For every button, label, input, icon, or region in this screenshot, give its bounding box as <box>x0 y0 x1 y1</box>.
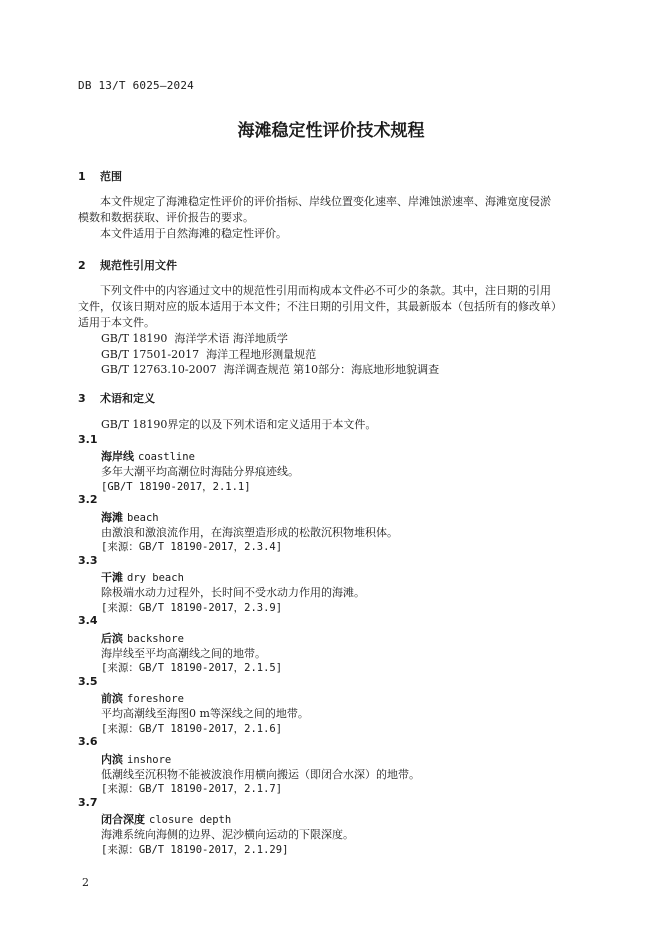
term-name: 内滨 inshore <box>101 753 172 766</box>
term-definition: 海岸线至平均高潮线之间的地带。 <box>101 647 266 660</box>
term-name: 干滩 dry beach <box>101 571 184 584</box>
reference-item: GB/T 17501-2017 海洋工程地形测量规范 <box>101 348 317 361</box>
paragraph: 下列文件中的内容通过文中的规范性引用而构成本文件必不可少的条款。其中，注日期的引用 <box>100 284 551 297</box>
term-number: 3.3 <box>78 554 98 567</box>
standard-code: DB 13/T 6025—2024 <box>78 79 194 92</box>
term-source: [来源：GB/T 18190-2017，2.1.5] <box>101 662 283 674</box>
term-name: 海滩 beach <box>101 511 159 524</box>
term-name: 闭合深度 closure depth <box>101 813 232 826</box>
section-number: 1 <box>78 170 86 183</box>
section-title: 规范性引用文件 <box>100 259 177 272</box>
paragraph-continuation: 文件，仅该日期对应的版本适用于本文件；不注日期的引用文件，其最新版本（包括所有的修改单） <box>78 300 562 313</box>
paragraph-continuation: 模数和数据获取、评价报告的要求。 <box>78 211 254 224</box>
term-number: 3.7 <box>78 796 98 809</box>
term-number: 3.6 <box>78 735 98 748</box>
term-number: 3.5 <box>78 675 98 688</box>
paragraph: 本文件规定了海滩稳定性评价的评价指标、岸线位置变化速率、岸滩蚀淤速率、海滩宽度侵淤 <box>100 195 551 208</box>
term-source: [GB/T 18190-2017，2.1.1] <box>101 481 251 493</box>
section-heading-scope <box>78 168 122 184</box>
reference-item: GB/T 12763.10-2007 海洋调查规范 第10部分：海底地形地貌调查 <box>101 363 440 376</box>
term-definition: 平均高潮线至海图0 m等深线之间的地带。 <box>101 707 309 720</box>
term-name: 后滨 backshore <box>101 632 184 645</box>
term-name: 海岸线 coastline <box>101 450 195 463</box>
section-title: 术语和定义 <box>100 392 155 405</box>
term-definition: 海滩系统向海侧的边界、泥沙横向运动的下限深度。 <box>101 828 354 841</box>
term-number: 3.4 <box>78 614 98 627</box>
paragraph: 本文件适用于自然海滩的稳定性评价。 <box>100 227 287 240</box>
section-number: 3 <box>78 392 86 405</box>
term-number: 3.1 <box>78 433 98 446</box>
section-heading-references <box>78 257 177 273</box>
paragraph-continuation: 适用于本文件。 <box>78 316 155 329</box>
term-source: [来源：GB/T 18190-2017，2.1.7] <box>101 783 283 795</box>
term-name: 前滨 foreshore <box>101 692 184 705</box>
term-definition: 低潮线至沉积物不能被波浪作用横向搬运（即闭合水深）的地带。 <box>101 768 420 781</box>
term-source: [来源：GB/T 18190-2017，2.3.4] <box>101 541 283 553</box>
section-heading-terms <box>78 390 155 406</box>
section-title: 范围 <box>100 170 122 183</box>
document-title: 海滩稳定性评价技术规程 <box>237 121 425 141</box>
paragraph: GB/T 18190界定的以及下列术语和定义适用于本文件。 <box>101 418 377 431</box>
term-number: 3.2 <box>78 493 98 506</box>
term-source: [来源：GB/T 18190-2017，2.3.9] <box>101 602 283 614</box>
page-number: 2 <box>82 876 89 889</box>
reference-item: GB/T 18190 海洋学术语 海洋地质学 <box>101 332 288 345</box>
term-source: [来源：GB/T 18190-2017，2.1.6] <box>101 723 283 735</box>
term-definition: 多年大潮平均高潮位时海陆分界痕迹线。 <box>101 465 299 478</box>
term-source: [来源：GB/T 18190-2017，2.1.29] <box>101 844 289 856</box>
term-definition: 由激浪和激浪流作用，在海滨塑造形成的松散沉积物堆积体。 <box>101 526 398 539</box>
section-number: 2 <box>78 259 86 272</box>
term-definition: 除极端水动力过程外，长时间不受水动力作用的海滩。 <box>101 586 365 599</box>
